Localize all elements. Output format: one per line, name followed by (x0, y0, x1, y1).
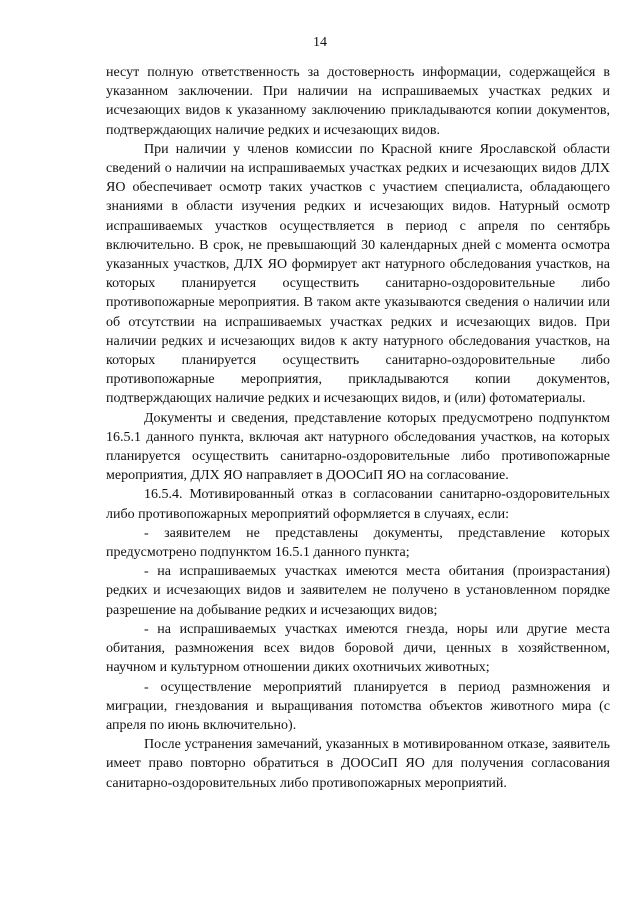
list-item-habitats: - на испрашиваемых участках имеются места обитания (произрастания) редких и исчезающих видов и заявителем не получено в установленном порядке разрешение на добывание редких и исчезающих видов; (106, 564, 610, 618)
list-item-no-documents: - заявителем не представлены документы, представление которых предусмотрено подпунктом 16.5.1 данного пункта; (106, 525, 610, 561)
paragraph-clause-16-5-4: 16.5.4. Мотивированный отказ в согласовании санитарно-оздоровительных либо противопожарных мероприятий оформляется в случаях, если: (106, 487, 610, 522)
paragraph-resubmission: После устранения замечаний, указанных в мотивированном отказе, заявитель имеет право повторно обратиться в ДООСиП ЯО для получения согласования санитарно-оздоровительных либо противопожарных мероприятий. (106, 737, 610, 791)
paragraph-documents-submission: Документы и сведения, представление которых предусмотрено подпунктом 16.5.1 данного пункта, включая акт натурного обследования участков, на которых планируется осуществить санитарно-оздоровительные либо противопожарные мероприятия, ДЛХ ЯО направляет в ДООСиП ЯО на согласование. (106, 410, 610, 484)
list-item-nests: - на испрашиваемых участках имеются гнезда, норы или другие места обитания, размножения всех видов боровой дичи, ценных в хозяйственном, научном и культурном отношении диких охотничьих животных; (106, 621, 610, 676)
list-item-breeding-period: - осуществление мероприятий планируется в период размножения и миграции, гнездования и выращивания потомства объектов животного мира (с апреля по июнь включительно). (106, 679, 610, 733)
paragraph-red-book-inspection: При наличии у членов комиссии по Красной книге Ярославской области сведений о наличии на испрашиваемых участках редких и исчезающих видов ДЛХ ЯО обеспечивает осмотр таких участков с участием специалиста, обладающего знаниями в области изучения редких и исчезающих видов. Натурный осмотр испрашиваемых участков осуществляется в период с апреля по сентябрь включительно. В срок, не превышающий 30 календарных дней с момента осмотра указанных участков, ДЛХ ЯО формирует акт натурного обследования участков, на которых планируется осуществить санитарно-оздоровительные либо противопожарные мероприятия. В таком акте указываются сведения о наличии или об отсутствии на испрашиваемых участках редких и исчезающих видов. При наличии редких и исчезающих видов к акту натурного обследования участков, на которых планируется осуществить санитарно-оздоровительные либо противопожарные мероприятия, прикладываются копии документов, подтверждающих наличие редких и исчезающих видов, и (или) фотоматериалы. (106, 141, 610, 407)
page-number: 14 (313, 35, 327, 50)
document-body (106, 63, 610, 793)
paragraph-continuation: несут полную ответственность за достоверность информации, содержащейся в указанном заключении. При наличии на испрашиваемых участках редких и исчезающих видов к указанному заключению прикладываются копии документов, подтверждающих наличие редких и исчезающих видов. (106, 65, 610, 138)
